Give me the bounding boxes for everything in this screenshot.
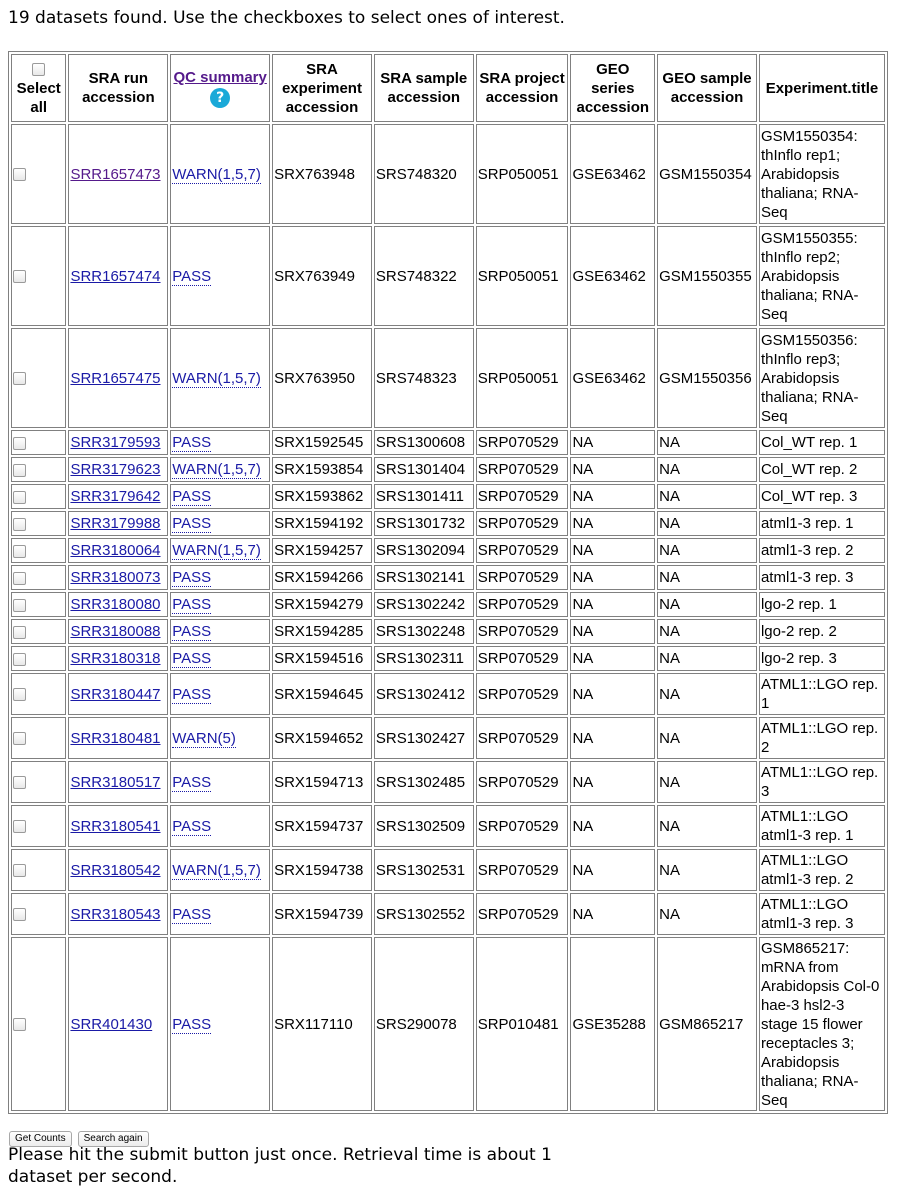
datasets-table xyxy=(8,51,888,1114)
project-accession-cell: SRP070529 xyxy=(476,457,569,482)
row-checkbox[interactable] xyxy=(13,688,26,701)
run-accession-link[interactable]: SRR3180080 xyxy=(70,596,161,613)
qc-summary-link[interactable]: PASS xyxy=(172,515,212,532)
run-accession-link[interactable]: SRR3180543 xyxy=(70,905,161,923)
table-row xyxy=(11,717,885,759)
run-accession-cell xyxy=(68,805,168,847)
run-accession-link[interactable]: SRR3180447 xyxy=(70,685,161,703)
table-row xyxy=(11,484,885,509)
geo-sample-cell: NA xyxy=(657,457,757,482)
run-accession-cell xyxy=(68,646,168,671)
row-checkbox-cell xyxy=(11,893,66,935)
geo-sample-cell: NA xyxy=(657,511,757,536)
geo-sample-cell: NA xyxy=(657,893,757,935)
qc-summary-link[interactable]: PASS xyxy=(172,623,212,640)
experiment-accession-cell: SRX763950 xyxy=(272,328,372,428)
geo-sample-cell: NA xyxy=(657,805,757,847)
geo-sample-cell: NA xyxy=(657,538,757,563)
get-counts-button[interactable]: Get Counts xyxy=(9,1131,72,1147)
project-accession-cell: SRP070529 xyxy=(476,538,569,563)
row-checkbox[interactable] xyxy=(13,599,26,612)
table-row xyxy=(11,226,885,326)
row-checkbox-cell xyxy=(11,328,66,428)
row-checkbox[interactable] xyxy=(13,864,26,877)
geo-sample-cell: GSM865217 xyxy=(657,937,757,1111)
qc-summary-link[interactable]: PASS xyxy=(172,267,212,285)
table-header-row xyxy=(11,54,885,122)
qc-cell xyxy=(170,761,270,803)
sample-accession-cell: SRS748320 xyxy=(374,124,474,224)
qc-cell xyxy=(170,646,270,671)
qc-summary-link[interactable]: PASS xyxy=(172,596,212,613)
row-checkbox[interactable] xyxy=(13,776,26,789)
geo-series-cell: NA xyxy=(570,761,655,803)
qc-summary-link[interactable]: QC summary xyxy=(173,69,267,86)
qc-summary-link[interactable]: PASS xyxy=(172,817,212,835)
run-accession-link[interactable]: SRR3180073 xyxy=(70,569,161,586)
experiment-accession-cell: SRX1594192 xyxy=(272,511,372,536)
table-row xyxy=(11,538,885,563)
run-accession-link[interactable]: SRR3179623 xyxy=(70,461,161,478)
geo-series-cell: NA xyxy=(570,619,655,644)
row-checkbox-cell xyxy=(11,805,66,847)
experiment-title-cell: GSM1550354: thInflo rep1; Arabidopsis thaliana; RNA-Seq xyxy=(759,124,885,224)
experiment-accession-cell: SRX1593862 xyxy=(272,484,372,509)
row-checkbox-cell xyxy=(11,565,66,590)
run-accession-link[interactable]: SRR1657475 xyxy=(70,369,161,387)
run-accession-cell xyxy=(68,893,168,935)
run-accession-cell xyxy=(68,484,168,509)
experiment-accession-cell: SRX1593854 xyxy=(272,457,372,482)
sample-accession-cell: SRS1302485 xyxy=(374,761,474,803)
project-accession-cell: SRP070529 xyxy=(476,805,569,847)
row-checkbox-cell xyxy=(11,937,66,1111)
qc-summary-link[interactable]: PASS xyxy=(172,650,212,667)
qc-cell xyxy=(170,937,270,1111)
project-accession-cell: SRP050051 xyxy=(476,226,569,326)
run-accession-cell xyxy=(68,937,168,1111)
project-accession-cell: SRP010481 xyxy=(476,937,569,1111)
geo-series-cell: GSE63462 xyxy=(570,124,655,224)
geo-sample-cell: NA xyxy=(657,619,757,644)
qc-cell xyxy=(170,511,270,536)
table-row xyxy=(11,893,885,935)
geo-sample-cell: NA xyxy=(657,592,757,617)
experiment-accession-cell: SRX1594713 xyxy=(272,761,372,803)
project-accession-cell: SRP070529 xyxy=(476,619,569,644)
geo-series-cell: NA xyxy=(570,849,655,891)
geo-series-header: GEO series accession xyxy=(570,54,655,122)
qc-summary-link[interactable]: PASS xyxy=(172,685,212,703)
experiment-title-cell: Col_WT rep. 2 xyxy=(759,457,885,482)
run-accession-cell xyxy=(68,457,168,482)
geo-series-cell: NA xyxy=(570,565,655,590)
run-accession-cell xyxy=(68,430,168,455)
table-row xyxy=(11,646,885,671)
sample-accession-cell: SRS748323 xyxy=(374,328,474,428)
qc-summary-link[interactable]: WARN(1,5,7) xyxy=(172,461,261,478)
row-checkbox-cell xyxy=(11,430,66,455)
sample-accession-cell: SRS748322 xyxy=(374,226,474,326)
run-accession-cell xyxy=(68,849,168,891)
run-accession-link[interactable]: SRR3180481 xyxy=(70,729,161,747)
experiment-title-header: Experiment.title xyxy=(759,54,885,122)
row-checkbox[interactable] xyxy=(13,168,26,181)
experiment-title-cell: ATML1::LGO atml1-3 rep. 3 xyxy=(759,893,885,935)
row-checkbox[interactable] xyxy=(13,732,26,745)
row-checkbox[interactable] xyxy=(13,1018,26,1031)
run-accession-cell xyxy=(68,592,168,617)
run-accession-cell xyxy=(68,565,168,590)
run-accession-link[interactable]: SRR3180517 xyxy=(70,773,161,791)
geo-sample-cell: GSM1550354 xyxy=(657,124,757,224)
experiment-accession-cell: SRX1594257 xyxy=(272,538,372,563)
row-checkbox-cell xyxy=(11,619,66,644)
select-all-header xyxy=(11,54,66,122)
run-accession-link[interactable]: SRR3179642 xyxy=(70,488,161,505)
help-icon[interactable]: ? xyxy=(210,88,230,108)
experiment-title-cell: lgo-2 rep. 3 xyxy=(759,646,885,671)
sample-accession-cell: SRS1302242 xyxy=(374,592,474,617)
qc-cell xyxy=(170,717,270,759)
experiment-accession-cell: SRX1594516 xyxy=(272,646,372,671)
qc-summary-link[interactable]: WARN(1,5,7) xyxy=(172,861,261,879)
qc-summary-link[interactable]: PASS xyxy=(172,1015,212,1033)
row-checkbox[interactable] xyxy=(13,908,26,921)
experiment-title-cell: ATML1::LGO atml1-3 rep. 2 xyxy=(759,849,885,891)
sample-accession-cell: SRS1302141 xyxy=(374,565,474,590)
row-checkbox[interactable] xyxy=(13,270,26,283)
table-row xyxy=(11,849,885,891)
sample-accession-cell: SRS1302412 xyxy=(374,673,474,715)
row-checkbox-cell xyxy=(11,538,66,563)
qc-summary-link[interactable]: WARN(1,5,7) xyxy=(172,165,261,183)
experiment-title-cell: atml1-3 rep. 2 xyxy=(759,538,885,563)
table-row xyxy=(11,619,885,644)
experiment-accession-cell: SRX1594266 xyxy=(272,565,372,590)
project-accession-cell: SRP070529 xyxy=(476,849,569,891)
row-checkbox-cell xyxy=(11,592,66,617)
experiment-title-cell: lgo-2 rep. 1 xyxy=(759,592,885,617)
experiment-title-cell: atml1-3 rep. 3 xyxy=(759,565,885,590)
qc-cell xyxy=(170,592,270,617)
table-row xyxy=(11,805,885,847)
experiment-title-cell: GSM865217: mRNA from Arabidopsis Col-0 hae-3 hsl2-3 stage 15 flower receptacles 3; Arabidopsis thaliana; RNA-Seq xyxy=(759,937,885,1111)
row-checkbox[interactable] xyxy=(13,653,26,666)
qc-cell xyxy=(170,565,270,590)
run-accession-cell xyxy=(68,511,168,536)
qc-summary-link[interactable]: PASS xyxy=(172,905,212,923)
row-checkbox-cell xyxy=(11,124,66,224)
geo-sample-cell: NA xyxy=(657,565,757,590)
table-row xyxy=(11,328,885,428)
project-accession-cell: SRP070529 xyxy=(476,565,569,590)
run-accession-link[interactable]: SRR3180088 xyxy=(70,623,161,640)
sample-accession-cell: SRS1302531 xyxy=(374,849,474,891)
sample-accession-cell: SRS1302509 xyxy=(374,805,474,847)
results-summary-text: 19 datasets found. Use the checkboxes to select ones of interest. xyxy=(8,8,565,28)
experiment-accession-cell: SRX763949 xyxy=(272,226,372,326)
project-accession-cell: SRP070529 xyxy=(476,592,569,617)
experiment-accession-cell: SRX117110 xyxy=(272,937,372,1111)
experiment-title-cell: atml1-3 rep. 1 xyxy=(759,511,885,536)
experiment-accession-cell: SRX1594279 xyxy=(272,592,372,617)
sample-accession-cell: SRS1302248 xyxy=(374,619,474,644)
experiment-title-cell: ATML1::LGO rep. 1 xyxy=(759,673,885,715)
retrieval-note: Please hit the submit button just once. Retrieval time is about 1 dataset per second. xyxy=(8,1145,552,1187)
experiment-accession-cell: SRX1594739 xyxy=(272,893,372,935)
geo-series-cell: NA xyxy=(570,646,655,671)
qc-summary-link[interactable]: WARN(1,5,7) xyxy=(172,369,261,387)
geo-series-cell: NA xyxy=(570,484,655,509)
experiment-accession-cell: SRX1594285 xyxy=(272,619,372,644)
table-row xyxy=(11,124,885,224)
experiment-title-cell: Col_WT rep. 1 xyxy=(759,430,885,455)
project-accession-cell: SRP070529 xyxy=(476,484,569,509)
row-checkbox-cell xyxy=(11,849,66,891)
row-checkbox-cell xyxy=(11,457,66,482)
row-checkbox-cell xyxy=(11,673,66,715)
project-accession-cell: SRP070529 xyxy=(476,646,569,671)
qc-cell xyxy=(170,673,270,715)
experiment-title-cell: GSM1550356: thInflo rep3; Arabidopsis thaliana; RNA-Seq xyxy=(759,328,885,428)
qc-cell xyxy=(170,849,270,891)
qc-summary-link[interactable]: WARN(1,5,7) xyxy=(172,542,261,559)
sample-accession-header: SRA sample accession xyxy=(374,54,474,122)
geo-series-cell: NA xyxy=(570,430,655,455)
search-again-button[interactable]: Search again xyxy=(78,1131,149,1147)
experiment-accession-cell: SRX1594645 xyxy=(272,673,372,715)
sample-accession-cell: SRS1300608 xyxy=(374,430,474,455)
project-accession-cell: SRP050051 xyxy=(476,328,569,428)
experiment-title-cell: Col_WT rep. 3 xyxy=(759,484,885,509)
datasets-table-wrapper xyxy=(8,51,888,1114)
qc-cell xyxy=(170,430,270,455)
qc-cell xyxy=(170,124,270,224)
geo-series-cell: NA xyxy=(570,538,655,563)
qc-cell xyxy=(170,226,270,326)
geo-series-cell: GSE63462 xyxy=(570,226,655,326)
qc-cell xyxy=(170,893,270,935)
qc-cell xyxy=(170,805,270,847)
geo-sample-cell: NA xyxy=(657,849,757,891)
geo-sample-cell: NA xyxy=(657,646,757,671)
row-checkbox[interactable] xyxy=(13,491,26,504)
sample-accession-cell: SRS290078 xyxy=(374,937,474,1111)
run-accession-link[interactable]: SRR3180318 xyxy=(70,650,161,667)
row-checkbox[interactable] xyxy=(13,545,26,558)
row-checkbox[interactable] xyxy=(13,372,26,385)
experiment-accession-cell: SRX1594652 xyxy=(272,717,372,759)
sample-accession-cell: SRS1302552 xyxy=(374,893,474,935)
qc-summary-link[interactable]: WARN(5) xyxy=(172,729,236,747)
sample-accession-cell: SRS1301732 xyxy=(374,511,474,536)
row-checkbox[interactable] xyxy=(13,464,26,477)
sample-accession-cell: SRS1301404 xyxy=(374,457,474,482)
qc-cell xyxy=(170,484,270,509)
run-accession-link[interactable]: SRR3180542 xyxy=(70,861,161,879)
row-checkbox[interactable] xyxy=(13,437,26,450)
experiment-title-cell: lgo-2 rep. 2 xyxy=(759,619,885,644)
qc-cell xyxy=(170,619,270,644)
geo-sample-cell: NA xyxy=(657,484,757,509)
row-checkbox-cell xyxy=(11,717,66,759)
project-accession-cell: SRP070529 xyxy=(476,511,569,536)
experiment-title-cell: GSM1550355: thInflo rep2; Arabidopsis thaliana; RNA-Seq xyxy=(759,226,885,326)
row-checkbox[interactable] xyxy=(13,518,26,531)
qc-summary-header xyxy=(170,54,270,122)
select-all-label: Select all xyxy=(16,79,61,116)
geo-series-cell: NA xyxy=(570,717,655,759)
geo-sample-cell: GSM1550356 xyxy=(657,328,757,428)
geo-series-cell: NA xyxy=(570,592,655,617)
run-accession-link[interactable]: SRR3179593 xyxy=(70,434,161,451)
run-accession-header: SRA run accession xyxy=(68,54,168,122)
geo-sample-cell: NA xyxy=(657,430,757,455)
run-accession-cell xyxy=(68,717,168,759)
row-checkbox-cell xyxy=(11,226,66,326)
run-accession-cell xyxy=(68,619,168,644)
run-accession-cell xyxy=(68,226,168,326)
sample-accession-cell: SRS1302311 xyxy=(374,646,474,671)
run-accession-cell xyxy=(68,538,168,563)
table-row xyxy=(11,565,885,590)
run-accession-cell xyxy=(68,328,168,428)
project-accession-cell: SRP070529 xyxy=(476,673,569,715)
qc-cell xyxy=(170,457,270,482)
experiment-accession-cell: SRX763948 xyxy=(272,124,372,224)
qc-summary-link[interactable]: PASS xyxy=(172,773,212,791)
experiment-accession-header: SRA experiment accession xyxy=(272,54,372,122)
run-accession-cell xyxy=(68,124,168,224)
geo-sample-header: GEO sample accession xyxy=(657,54,757,122)
project-accession-cell: SRP070529 xyxy=(476,430,569,455)
qc-cell xyxy=(170,538,270,563)
table-row xyxy=(11,430,885,455)
geo-sample-cell: NA xyxy=(657,673,757,715)
geo-series-cell: NA xyxy=(570,893,655,935)
row-checkbox-cell xyxy=(11,484,66,509)
geo-series-cell: NA xyxy=(570,457,655,482)
project-accession-header: SRA project accession xyxy=(476,54,569,122)
experiment-accession-cell: SRX1594738 xyxy=(272,849,372,891)
geo-series-cell: NA xyxy=(570,511,655,536)
experiment-title-cell: ATML1::LGO rep. 2 xyxy=(759,717,885,759)
project-accession-cell: SRP070529 xyxy=(476,717,569,759)
table-row xyxy=(11,511,885,536)
row-checkbox-cell xyxy=(11,646,66,671)
row-checkbox[interactable] xyxy=(13,572,26,585)
run-accession-link[interactable]: SRR401430 xyxy=(70,1015,153,1033)
geo-sample-cell: GSM1550355 xyxy=(657,226,757,326)
experiment-accession-cell: SRX1592545 xyxy=(272,430,372,455)
geo-series-cell: GSE63462 xyxy=(570,328,655,428)
geo-series-cell: NA xyxy=(570,673,655,715)
run-accession-link[interactable]: SRR3180541 xyxy=(70,817,161,835)
table-row xyxy=(11,457,885,482)
experiment-accession-cell: SRX1594737 xyxy=(272,805,372,847)
table-row xyxy=(11,761,885,803)
geo-sample-cell: NA xyxy=(657,717,757,759)
qc-summary-link[interactable]: PASS xyxy=(172,488,212,505)
run-accession-link[interactable]: SRR1657474 xyxy=(70,267,161,285)
sample-accession-cell: SRS1302094 xyxy=(374,538,474,563)
row-checkbox-cell xyxy=(11,511,66,536)
row-checkbox[interactable] xyxy=(13,820,26,833)
run-accession-cell xyxy=(68,761,168,803)
run-accession-link[interactable]: SRR3180064 xyxy=(70,542,161,559)
experiment-title-cell: ATML1::LGO rep. 3 xyxy=(759,761,885,803)
select-all-checkbox[interactable] xyxy=(32,63,45,76)
experiment-title-cell: ATML1::LGO atml1-3 rep. 1 xyxy=(759,805,885,847)
row-checkbox[interactable] xyxy=(13,626,26,639)
qc-cell xyxy=(170,328,270,428)
row-checkbox-cell xyxy=(11,761,66,803)
geo-sample-cell: NA xyxy=(657,761,757,803)
table-row xyxy=(11,592,885,617)
qc-summary-link[interactable]: PASS xyxy=(172,434,212,451)
run-accession-cell xyxy=(68,673,168,715)
geo-series-cell: GSE35288 xyxy=(570,937,655,1111)
run-accession-link[interactable]: SRR1657473 xyxy=(70,165,161,183)
run-accession-link[interactable]: SRR3179988 xyxy=(70,515,161,532)
project-accession-cell: SRP070529 xyxy=(476,893,569,935)
table-row xyxy=(11,937,885,1111)
sample-accession-cell: SRS1301411 xyxy=(374,484,474,509)
project-accession-cell: SRP070529 xyxy=(476,761,569,803)
geo-series-cell: NA xyxy=(570,805,655,847)
qc-summary-link[interactable]: PASS xyxy=(172,569,212,586)
table-row xyxy=(11,673,885,715)
sample-accession-cell: SRS1302427 xyxy=(374,717,474,759)
project-accession-cell: SRP050051 xyxy=(476,124,569,224)
